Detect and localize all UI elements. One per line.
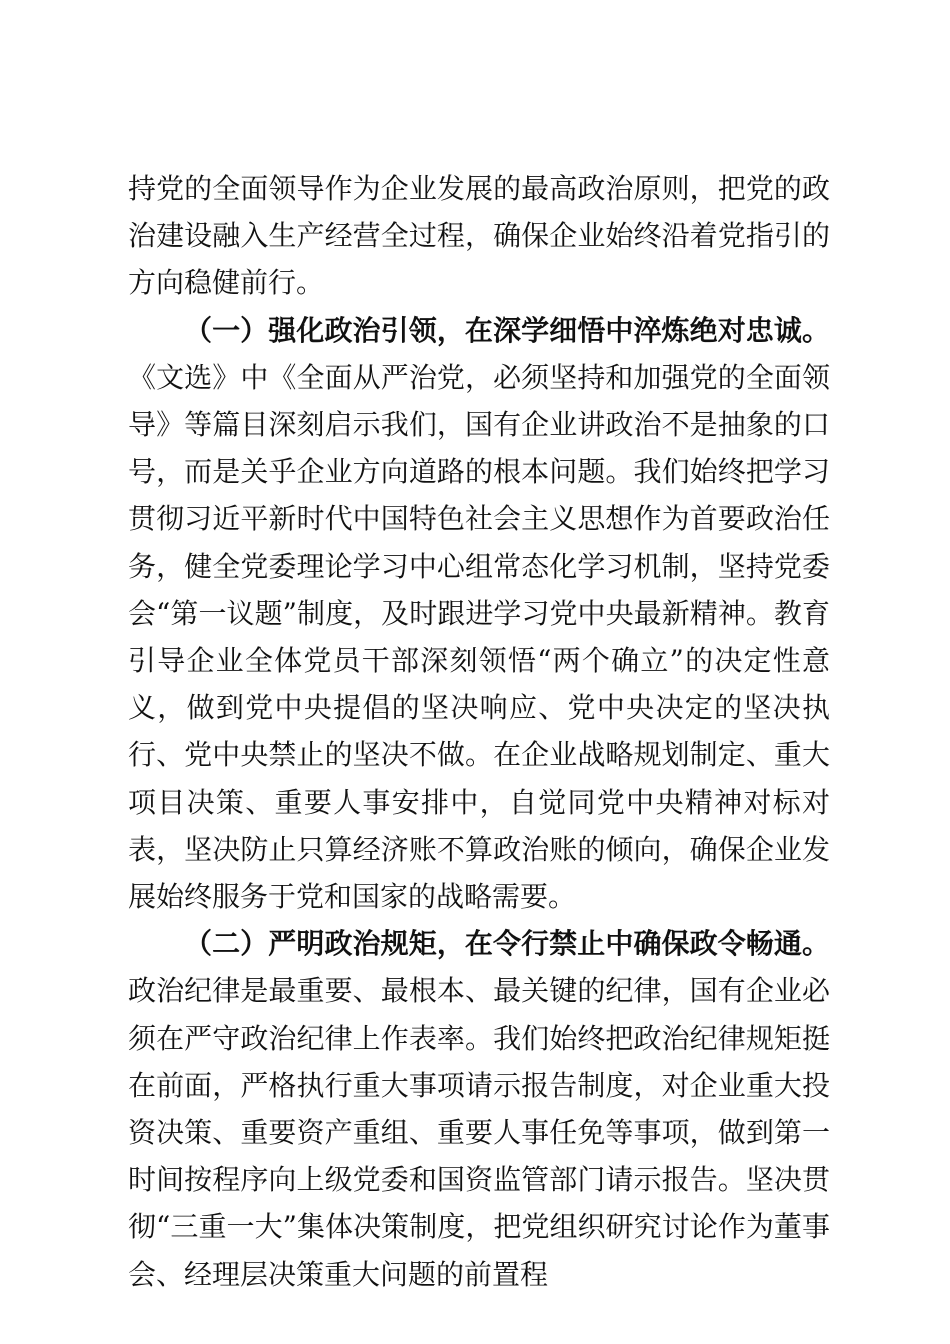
paragraph-section-2 [128,920,830,1298]
document-body [128,165,830,1298]
paragraph-text: 政治纪律是最重要、最根本、最关键的纪律，国有企业必须在严守政治纪律上作表率。我们始终把政治纪律规矩挺在前面，严格执行重大事项请示报告制度，对企业重大投资决策、重要资产重组、重要人事任免等事项，做到第一时间按程序向上级党委和国资监管部门请示报告。坚决贯彻“三重一大”集体决策制度，把党组织研究讨论作为董事会、经理层决策重大问题的前置程 [128,974,830,1291]
paragraph-text: 持党的全面领导作为企业发展的最高政治原则，把党的政治建设融入生产经营全过程，确保企业始终沿着党指引的方向稳健前行。 [128,172,830,300]
section-heading-2: （二）严明政治规矩，在令行禁止中确保政令畅通。 [184,927,830,961]
section-heading-1: （一）强化政治引领，在深学细悟中淬炼绝对忠诚。 [184,313,830,347]
paragraph-continuation [128,165,830,307]
paragraph-text: 《文选》中《全面从严治党，必须坚持和加强党的全面领导》等篇目深刻启示我们，国有企业讲政治不是抽象的口号，而是关乎企业方向道路的根本问题。我们始终把学习贯彻习近平新时代中国特色社会主义思想作为首要政治任务，健全党委理论学习中心组常态化学习机制，坚持党委会“第一议题”制度，及时跟进学习党中央最新精神。教育引导企业全体党员干部深刻领悟“两个确立”的决定性意义，做到党中央提倡的坚决响应、党中央决定的坚决执行、党中央禁止的坚决不做。在企业战略规划制定、重大项目决策、重要人事安排中，自觉同党中央精神对标对表，坚决防止只算经济账不算政治账的倾向，确保企业发展始终服务于党和国家的战略需要。 [128,360,830,914]
paragraph-section-1 [128,307,830,921]
